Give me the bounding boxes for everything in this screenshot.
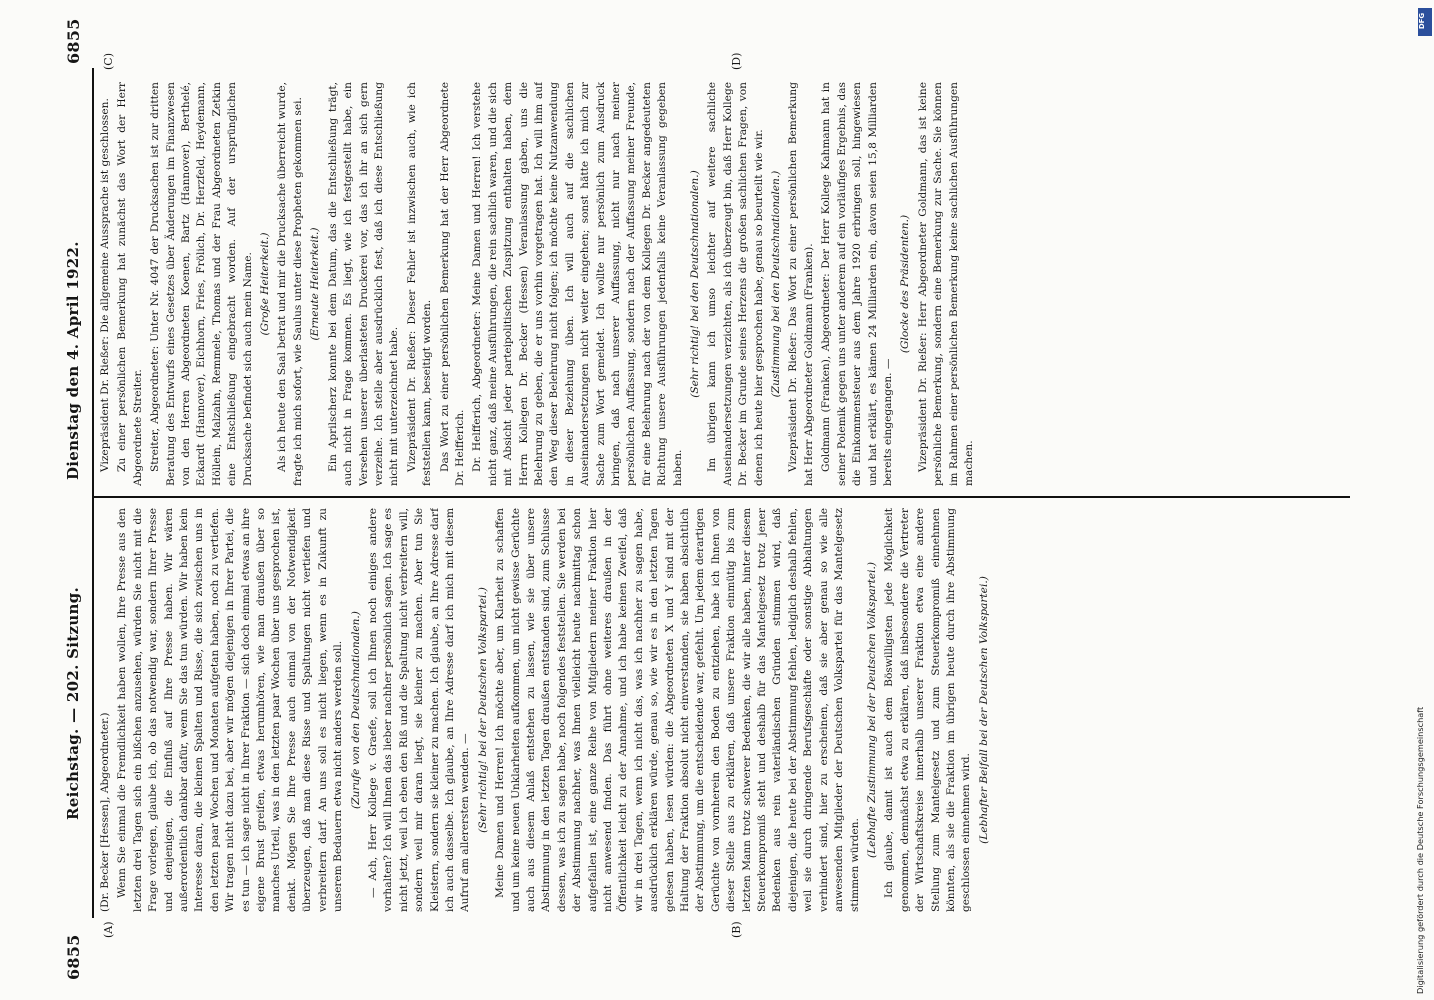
paragraph: Ein Aprilscherz konnte bei dem Datum, das die Entschließung trägt, auch nicht in Frage kommen. Es liegt, wie ich festgestellt habe, ein Versehen unserer überlasteten Druckerei vor, das ich ihr an sich gern verzeihe. Ich stelle aber ausdrücklich fest, daß ich diese Entschließung nicht mit unterzeichnet habe. <box>326 82 401 486</box>
margin-mark-d: (D) <box>730 52 743 70</box>
page-number-left: 6855 <box>64 934 83 980</box>
header-rule <box>92 68 94 918</box>
digitization-text: Digitalisierung gefördert durch die Deutsche Forschungsgemeinschaft <box>1415 706 1425 994</box>
margin-mark-c: (C) <box>102 53 115 70</box>
paragraph: Vizepräsident Dr. Rießer: Die allgemeine Aussprache ist geschlossen. <box>99 98 111 472</box>
dfg-logo-text: DFG <box>1418 12 1426 30</box>
stage-direction: (Sehr richtig! bei der Deutschen Volkspartei.) <box>476 587 489 833</box>
paragraph: Dr. Helfferich, Abgeordneter: Meine Damen und Herren! Ich verstehe nicht ganz, daß meine Ausführungen, die rein sachlich waren, und die sich mit Absicht jeder parteipolitischen Zuspitzung enthalten haben, dem Herrn Kollegen Dr. Becker (Hessen) Veranlassung gaben, uns die Belehrung zu geben, die er uns vorhin vorgetragen hat. Ich will ihm auf den Weg dieser Belehrung nicht folgen; ich möchte keine Nutzanwendung in dieser Beziehung üben. Ich will auch auf die sachlichen Auseinandersetzungen nicht weiter eingehen; sonst hätte ich mich zur Sache zum Wort gemeldet. Ich wollte nur persönlich zum Ausdruck bringen, daß nach unserer Auffassung, nicht nur nach meiner persönlichen Auffassung, sondern nach der Auffassung meiner Freunde, für eine Belehrung nach der von dem Kollegen Dr. Becker angedeuteten Richtung unsere Ausführungen jedenfalls keine Veranlassung gegeben haben. <box>471 82 684 486</box>
stage-direction: (Lebhafter Beifall bei der Deutschen Volkspartei.) <box>977 576 990 844</box>
paragraph: Vizepräsident Dr. Rießer: Herr Abgeordneter Goldmann, das ist keine persönliche Bemerkung, sondern eine Bemerkung zur Sache. Sie können im Rahmen einer persönlichen Bemerkung keine sachlichen Ausführungen machen. <box>916 82 975 486</box>
page-number-right: 6855 <box>64 18 83 64</box>
session-title: Reichstag. — 202. Sitzung. <box>64 586 82 820</box>
stage-direction: (Erneute Heiterkeit.) <box>309 227 322 341</box>
stage-direction: (Zurufe von den Deutschnationalen.) <box>349 611 362 809</box>
stage-direction: (Glocke des Präsidenten.) <box>899 214 912 354</box>
stage-direction: (Zustimmung bei den Deutschnationalen.) <box>770 170 783 398</box>
paragraph: (Dr. Becker [Hessen], Abgeordneter.) <box>99 712 111 912</box>
paragraph: Als ich heute den Saal betrat und mir die Drucksache überreicht wurde, fragte ich mich sofort, wie Saulus unter diese Propheten gekommen sei. <box>276 82 304 486</box>
paragraph: Meine Damen und Herren! Ich möchte aber, um Klarheit zu schaffen und um keine neuen Unklarheiten aufkommen, um nicht gewisse Gerüchte auch aus diesem Anlaß entstehen zu lassen, wie sie über unsere Abstimmung in den letzten Tagen draußen entstanden sind, zum Schlusse dessen, was ich zu sagen habe, noch folgendes feststellen. Sie werden bei der Abstimmung nachher, was Ihnen vielleicht heute nachmittag schon aufgefallen ist, eine ganze Reihe von Mitgliedern meiner Fraktion hier nicht anwesend finden. Das führt ohne weiteres draußen in der Öffentlichkeit leicht zu der Annahme, und ich habe keinen Zweifel, daß wir in drei Tagen, wenn ich nicht das, was ich nachher zu sagen habe, ausdrücklich erklären würde, genau so, wie wir es in den letzten Tagen gelesen haben, lesen würden: die Abgeordneten X und Y sind mit der Haltung der Fraktion absolut nicht einverstanden, sie haben absichtlich der Abstimmung, um die entscheidende war, gefehlt. Um jedem derartigen Gerüchte von vornherein den Boden zu entziehen, habe ich Ihnen von dieser Stelle aus zu erklären, daß unsere Fraktion einmütig bis zum letzten Mann trotz schwerer Bedenken, die wir alle haben, hinter diesem Steuerkompromiß steht und deshalb für das Mantelgesetz trotz jener Bedenken aus rein vaterländischen Gründen stimmen wird, daß diejenigen, die heute bei der Abstimmung fehlen, lediglich deshalb fehlen, weil sie durch dringende Berufsgeschäfte oder sonstige Abhaltungen verhindert sind, hier zu erscheinen, daß sie aber genau so wie alle anwesenden Mitglieder der Deutschen Volkspartei für das Mantelgesetz stimmen würden. <box>494 508 861 912</box>
paragraph: Ich glaube, damit ist auch dem Böswilligsten jede Möglichkeit genommen, demnächst etwa zu erklären, daß insbesondere die Vertreter der Wirtschaftskreise innerhalb unserer Fraktion etwa eine andere Stellung zum Mantelgesetz und zum Steuerkompromiß einnehmen könnten, als sie die Fraktion im übrigen heute durch ihre Abstimmung geschlossen einnehmen wird. <box>883 508 973 912</box>
paragraph: Das Wort zu einer persönlichen Bemerkung hat der Herr Abgeordnete Dr. Helfferich. <box>438 82 466 486</box>
text-column-left <box>98 508 1350 912</box>
paragraph: Streiter, Abgeordneter: Unter Nr. 4047 der Drucksachen ist zur dritten Beratung des Entwurfs eines Gesetzes über Änderungen im Finanzwesen von den Herren Abgeordneten Koenen, Bartz (Hannover), Berthelé, Eckardt (Hannover), Eichhorn, Fries, Frölich, Dr. Herzfeld, Heydemann, Höllein, Malzahn, Remmele, Thomas und der Frau Abgeordneten Zetkin eine Entschließung eingebracht worden. Auf der ursprünglichen Drucksache befindet sich auch mein Name. <box>149 82 254 486</box>
paragraph: Vizepräsident Dr. Rießer: Das Wort zu einer persönlichen Bemerkung hat Herr Abgeordneter Goldmann (Franken). <box>787 82 815 486</box>
text-column-right <box>98 82 1350 486</box>
session-date: Dienstag den 4. April 1922. <box>64 241 82 480</box>
page-header <box>62 0 88 1000</box>
paragraph: Im übrigen kann ich umso leichter auf weitere sachliche Auseinandersetzungen verzichten, als ich überzeugt bin, daß Herr Kollege Dr. Becker im Grunde seines Herzens die großen sachlichen Fragen, von denen ich heute hier gesprochen habe, genau so beurteilt wie wir. <box>706 82 765 486</box>
digitization-note <box>1415 4 1434 994</box>
paragraph: Vizepräsident Dr. Rießer: Dieser Fehler ist inzwischen auch, wie ich feststellen kann, beseitigt worden. <box>405 82 434 486</box>
paragraph: Zu einer persönlichen Bemerkung hat zunächst das Wort der Herr Abgeordnete Streiter. <box>116 82 144 486</box>
stage-direction: (Sehr richtig! bei den Deutschnationalen.) <box>689 170 702 398</box>
dfg-logo <box>1418 8 1432 36</box>
stage-direction: (Große Heiterkeit.) <box>259 232 272 336</box>
paragraph: Wenn Sie einmal die Fremdlichkeit haben wollen, Ihre Presse aus den letzten drei Tagen sich ein bißchen anzusehen, würden Sie nicht mit die Frage vorlegen, glaube ich, ob das notwendig war, sondern Ihrer Presse und denjenigen, die Einfluß auf Ihre Presse haben. Wir wären außerordentlich dankbar dafür, wenn Sie das tun würden. Wir haben kein Interesse daran, die kleinen Spalten und Risse, die sich zwischen uns in den letzten paar Wochen und Monaten aufgetan haben, noch zu vertiefen. Wir tragen nicht dazu bei, aber wir mögen diejenigen in Ihrer Partei, die es tun — ich sage nicht in Ihrer Fraktion — sich doch einmal etwas an ihre eigene Brust greifen, etwas herumhören, wie man draußen über so manches Urteil, was in den letzten paar Wochen über uns gesprochen ist, denkt. Mögen Sie Ihre Presse auch einmal von der Notwendigkeit überzeugen, daß man diese Risse und Spaltungen nicht vertiefen und verbreitern darf. An uns soll es nicht liegen, wenn es in Zukunft zu unserem Bedauern etwa nicht anders werden soll. <box>116 508 345 912</box>
stage-direction: (Lebhafte Zustimmung bei der Deutschen Volkspartei.) <box>865 562 878 858</box>
margin-mark-b: (B) <box>730 921 743 938</box>
paragraph: Goldmann (Franken), Abgeordneter: Der Herr Kollege Kahmann hat in seiner Polemik gegen uns unter anderem auf ein vorläufiges Ergebnis, das die Einkommensteuer aus dem Jahre 1920 erbringen soll, hingewiesen und hat erklärt, es kämen 24 Milliarden ein, davon seien 15,8 Milliarden bereits eingegangen. — <box>820 82 894 486</box>
margin-mark-a: (A) <box>102 921 115 938</box>
column-separator <box>94 496 1350 498</box>
paragraph: — Ach, Herr Kollege v. Graefe, soll ich Ihnen noch einiges andere vorhalten? Ich will Ihnen das lieber nachher persönlich sagen. Ich sage es nicht jetzt, weil ich eben den Riß und die Spaltung nicht verbreitern will, sondern weil mir daran liegt, sie kleiner zu machen. Aber tun Sie Kleistern, sondern sie kleiner zu machen. Ich glaube, an Ihre Adresse darf ich auch dasselbe. Ich glaube, an Ihre Adresse darf ich mich mit diesem Aufruf am allerersten wenden. — <box>366 508 472 912</box>
